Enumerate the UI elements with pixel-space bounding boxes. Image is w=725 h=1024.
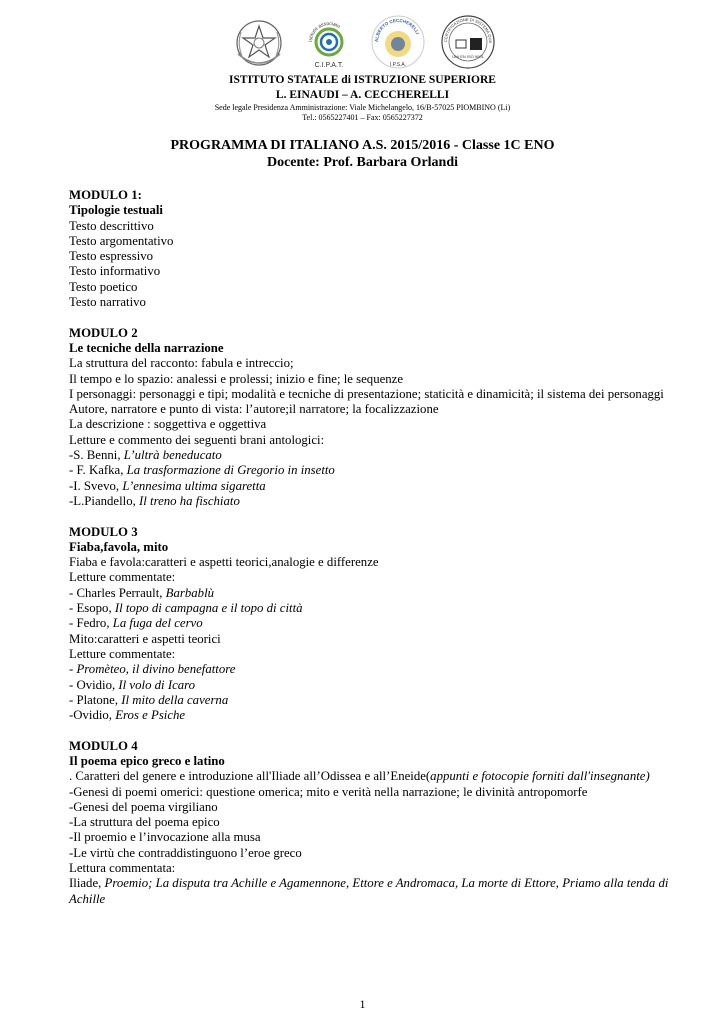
module-subtitle: Tipologie testuali xyxy=(69,203,163,218)
work-title-text: Promèteo, il divino benefattore xyxy=(76,662,236,677)
work-title-text: Eros e Psiche xyxy=(115,708,186,723)
institute-header xyxy=(0,73,725,123)
line-text: Testo argomentativo xyxy=(69,233,174,248)
line-text: Testo descrittivo xyxy=(69,218,154,233)
module-line xyxy=(69,662,669,677)
teacher-line: Docente: Prof. Barbara Orlandi xyxy=(266,155,459,170)
certification-arc-text: CERTIFICAZIONE DI SISTEMA QUA xyxy=(442,16,494,44)
module-line xyxy=(69,249,669,264)
line-text: - xyxy=(69,662,77,677)
module-line xyxy=(69,234,669,249)
module-line xyxy=(69,448,669,463)
module-line xyxy=(69,417,669,432)
module-line xyxy=(69,356,669,371)
program-title: PROGRAMMA DI ITALIANO A.S. 2015/2016 - Classe 1C ENO xyxy=(170,138,555,153)
line-text: -Ovidio, xyxy=(69,708,116,723)
module-line xyxy=(69,555,669,570)
institute-contacts: Tel.: 0565227401 – Fax: 0565227372 xyxy=(302,113,423,122)
module-line xyxy=(69,647,669,662)
line-text: Autore, narratore e punto di vista: l’autore;il narratore; la focalizzazione xyxy=(69,402,439,417)
work-title-text: Barbablù xyxy=(165,585,215,600)
line-text: Testo narrativo xyxy=(69,295,146,310)
work-title-text: Proemio; La disputa tra Achille e Agamennone, Ettore e Andromaca, La morte di Ettore, Priamo alla tenda di Achille xyxy=(69,876,669,906)
line-text: -Genesi del poema virgiliano xyxy=(69,799,218,814)
module-section xyxy=(69,739,669,907)
italian-republic-emblem-logo xyxy=(229,14,289,72)
line-text: La descrizione : soggettiva e oggettiva xyxy=(69,417,267,432)
line-text: - Platone, xyxy=(69,692,122,707)
module-subtitle: Le tecniche della narrazione xyxy=(69,340,224,355)
institute-subtitle: L. EINAUDI – A. CECCHERELLI xyxy=(275,89,450,101)
line-text: -Le virtù che contraddistinguono l’eroe greco xyxy=(69,845,302,860)
module-title: MODULO 1: xyxy=(69,188,142,202)
institute-name: ISTITUTO STATALE di ISTRUZIONE SUPERIORE xyxy=(229,74,496,86)
module-title: MODULO 2 xyxy=(69,325,138,340)
module-line xyxy=(69,280,669,295)
cipat-logo xyxy=(304,14,354,72)
module-line xyxy=(69,800,669,815)
module-line xyxy=(69,479,669,494)
module-line xyxy=(69,616,669,631)
program-content xyxy=(69,188,669,922)
line-text: Testo informativo xyxy=(69,264,161,279)
line-text: - Fedro, xyxy=(69,616,113,631)
module-line xyxy=(69,846,669,861)
module-line xyxy=(69,586,669,601)
line-text: Letture commentate: xyxy=(69,646,176,661)
module-line xyxy=(69,601,669,616)
line-text: -Genesi di poemi omerici: questione omerica; mito e verità nella narrazione; le divinità antropomorfe xyxy=(69,784,588,799)
module-section xyxy=(69,525,669,724)
module-line xyxy=(69,570,669,585)
line-text: La struttura del racconto: fabula e intreccio; xyxy=(69,356,294,371)
module-line xyxy=(69,632,669,647)
line-text: - Charles Perrault, xyxy=(69,585,166,600)
cipat-logo-text: C.I.P.A.T. xyxy=(314,62,344,69)
work-title-text: La trasformazione di Gregorio in insetto xyxy=(126,463,335,478)
module-line xyxy=(69,295,669,310)
module-section xyxy=(69,326,669,510)
document-title xyxy=(0,137,725,171)
module-section xyxy=(69,188,669,310)
line-text: -L.Piandello, xyxy=(69,493,140,508)
work-title-text: , Il volo di Icaro xyxy=(112,677,196,692)
module-line xyxy=(69,494,669,509)
module-title: MODULO 4 xyxy=(69,738,138,753)
line-text: . Caratteri del genere e introduzione all'Iliade all’Odissea e all’Eneide( xyxy=(69,769,431,784)
module-line xyxy=(69,463,669,478)
line-text: - F. Kafka, xyxy=(69,463,127,478)
module-line xyxy=(69,693,669,708)
work-title-text: L’ennesima ultima sigaretta xyxy=(122,478,266,493)
certification-code-text: UNI EN ISO 9001 xyxy=(452,54,484,59)
module-title: MODULO 3 xyxy=(69,524,138,539)
module-line xyxy=(69,785,669,800)
module-line xyxy=(69,830,669,845)
ipsa-sub-text: I.P.S.A. xyxy=(389,62,407,68)
module-line xyxy=(69,861,669,876)
work-title-text: La fuga del cervo xyxy=(112,616,203,631)
work-title-text: Il topo di campagna e il topo di città xyxy=(114,601,303,616)
line-text: - Ovidio xyxy=(69,677,113,692)
module-line xyxy=(69,769,669,784)
line-text: -La struttura del poema epico xyxy=(69,815,220,830)
module-subtitle: Fiaba,favola, mito xyxy=(69,539,169,554)
quality-certification-logo xyxy=(440,14,496,70)
module-line xyxy=(69,264,669,279)
work-title-text: L’ultrà beneducato xyxy=(123,448,222,463)
module-line xyxy=(69,372,669,387)
ipsa-ceccherelli-logo xyxy=(370,14,426,70)
svg-text:CERTIFICAZIONE DI SISTEMA QUAL xyxy=(440,14,493,44)
line-text: Iliade, xyxy=(69,876,105,891)
cipat-arc-text: Istituto associato xyxy=(307,20,342,43)
module-line xyxy=(69,876,669,907)
line-text: Fiaba e favola:caratteri e aspetti teorici,analogie e differenze xyxy=(69,555,379,570)
ipsa-arc-text: ALBERTO CECCHERELLI xyxy=(373,17,421,43)
line-text: Testo espressivo xyxy=(69,249,154,264)
page-number: 1 xyxy=(359,997,366,1011)
module-line xyxy=(69,678,669,693)
line-text: Letture commentate: xyxy=(69,570,176,585)
module-line xyxy=(69,708,669,723)
line-text: I personaggi: personaggi e tipi; modalità e tecniche di presentazione; staticità e dinamicità; il sistema dei personaggi xyxy=(69,386,664,401)
line-text: Il tempo e lo spazio: analessi e prolessi; inizio e fine; le sequenze xyxy=(69,371,404,386)
line-text: -S. Benni, xyxy=(69,448,124,463)
header-logos xyxy=(0,14,725,72)
module-line xyxy=(69,387,669,402)
line-text: - Esopo, xyxy=(69,601,115,616)
line-text: Lettura commentata: xyxy=(69,861,176,876)
line-text: -I. Svevo, xyxy=(69,478,123,493)
module-line xyxy=(69,402,669,417)
module-line xyxy=(69,433,669,448)
work-title-text: appunti e fotocopie forniti dall'insegnante) xyxy=(430,769,650,784)
module-line xyxy=(69,815,669,830)
institute-address: Sede legale Presidenza Amministrazione: Viale Michelangelo, 16/B-57025 PIOMBINO (Li) xyxy=(214,103,511,112)
module-line xyxy=(69,219,669,234)
line-text: -Il proemio e l’invocazione alla musa xyxy=(69,830,261,845)
line-text: Testo poetico xyxy=(69,279,138,294)
module-subtitle: Il poema epico greco e latino xyxy=(69,753,225,768)
line-text: Mito:caratteri e aspetti teorici xyxy=(69,631,221,646)
line-text: Letture e commento dei seguenti brani antologici: xyxy=(69,432,325,447)
work-title-text: Il mito della caverna xyxy=(121,692,229,707)
work-title-text: Il treno ha fischiato xyxy=(139,493,240,508)
